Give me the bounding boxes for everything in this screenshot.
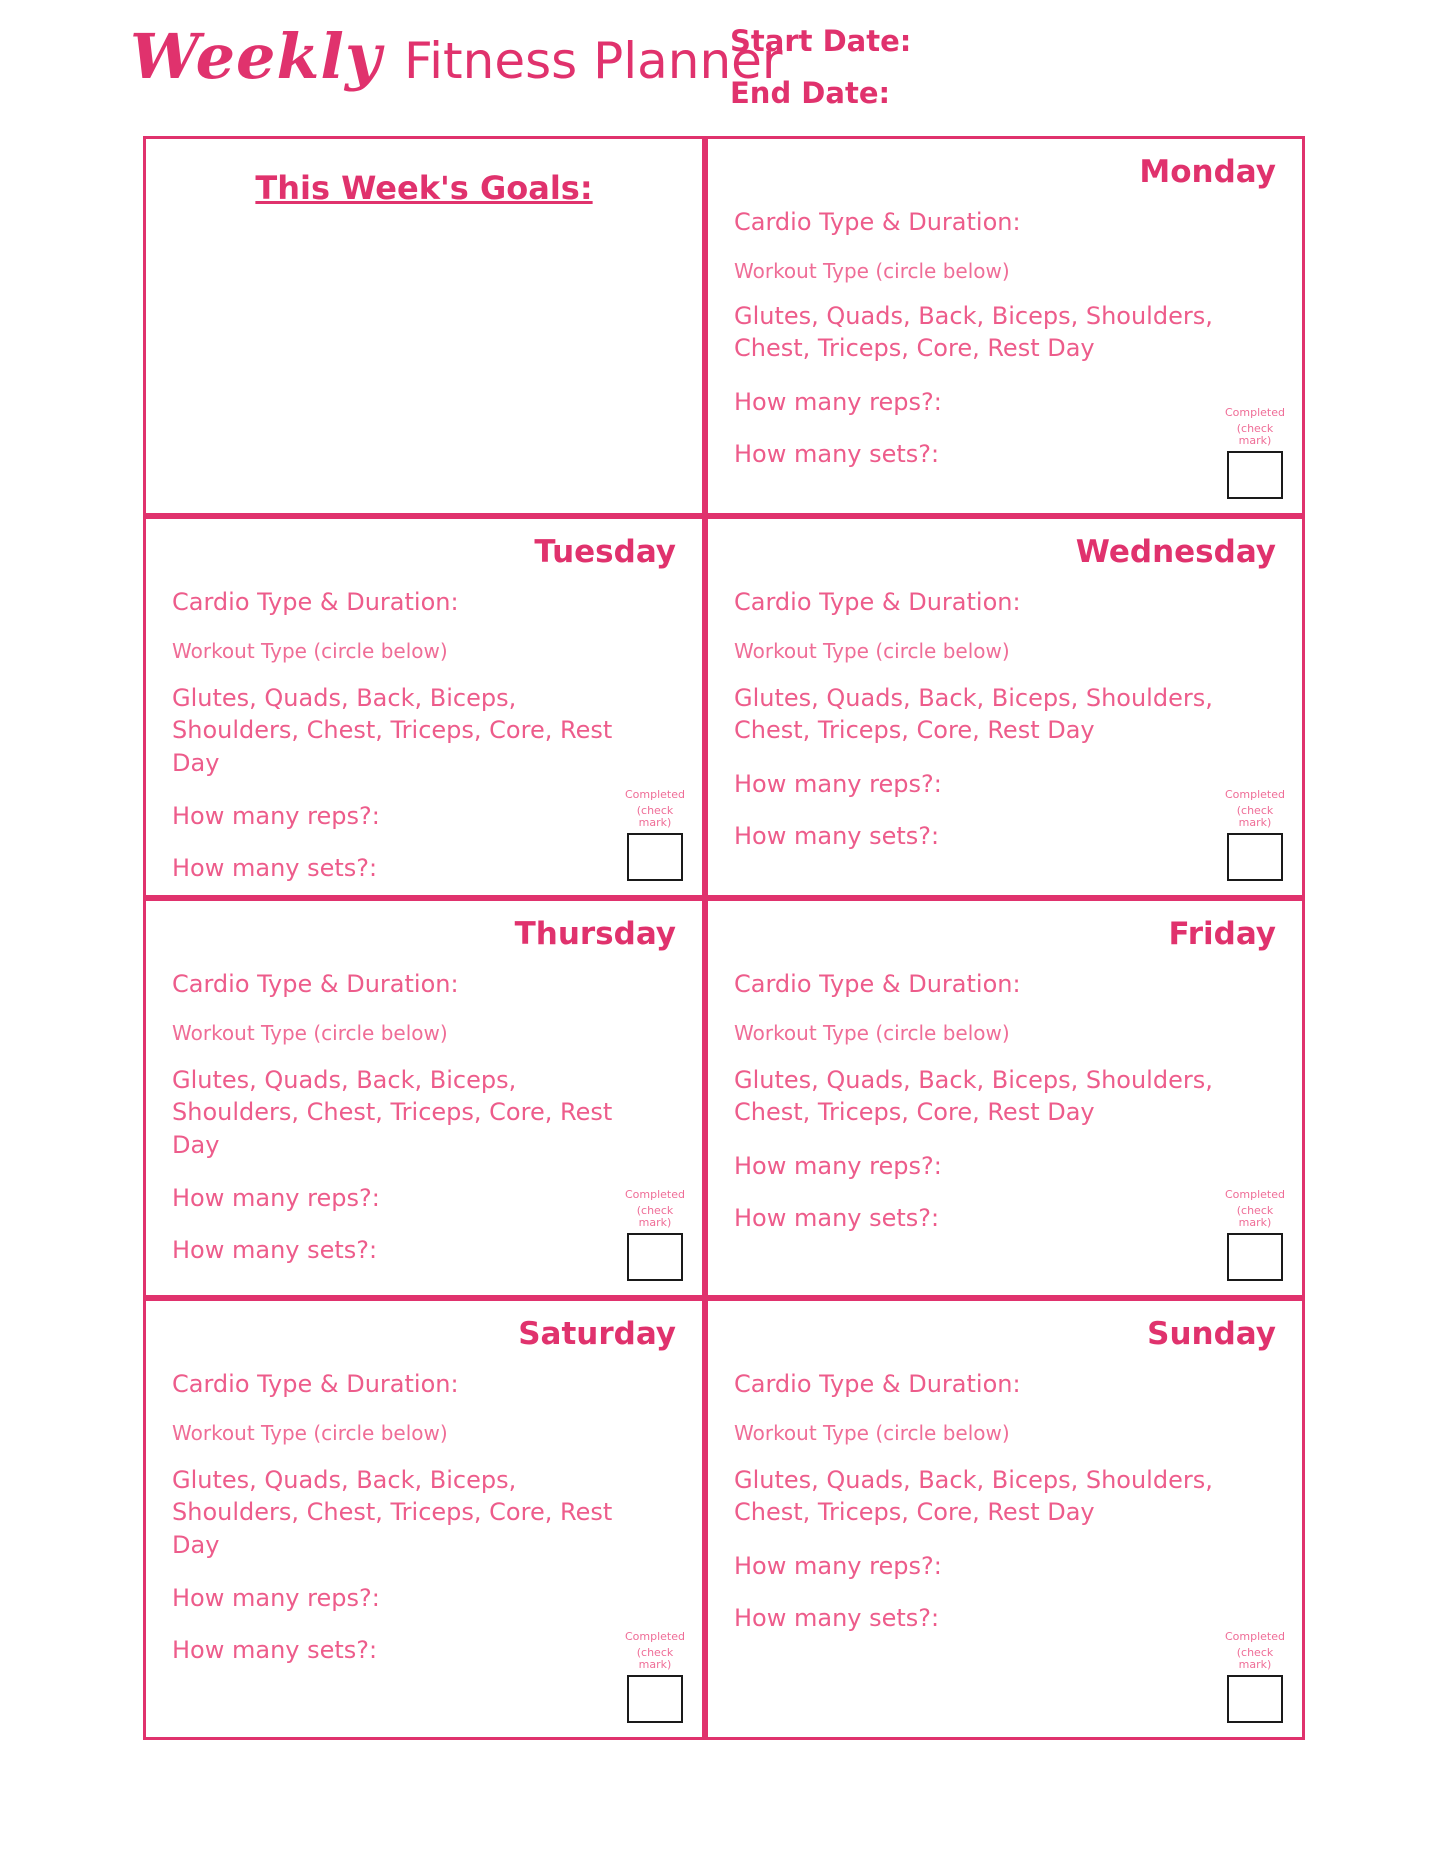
sets-label[interactable]: How many sets?: bbox=[734, 1603, 940, 1632]
completed-label-line2: (check mark) bbox=[1236, 1645, 1274, 1672]
cardio-label[interactable]: Cardio Type & Duration: bbox=[172, 970, 459, 999]
reps-label[interactable]: How many reps?: bbox=[734, 1551, 942, 1580]
sets-label[interactable]: How many sets?: bbox=[172, 1236, 378, 1265]
completed-checkbox[interactable] bbox=[627, 1675, 683, 1723]
sets-label[interactable]: How many sets?: bbox=[172, 1636, 378, 1665]
reps-label[interactable]: How many reps?: bbox=[734, 387, 942, 416]
completed-group bbox=[1222, 407, 1288, 499]
completed-group bbox=[1222, 789, 1288, 881]
sets-label[interactable]: How many sets?: bbox=[734, 439, 940, 468]
workout-type-label: Workout Type (circle below) bbox=[172, 1021, 448, 1046]
day-title: Tuesday bbox=[534, 534, 676, 570]
workout-type-label: Workout Type (circle below) bbox=[734, 259, 1010, 284]
completed-checkbox[interactable] bbox=[1227, 451, 1283, 499]
muscle-options[interactable]: Glutes, Quads, Back, Biceps, Shoulders, Chest, Triceps, Core, Rest Day bbox=[172, 1066, 613, 1159]
planner-grid bbox=[143, 136, 1305, 1740]
page-header bbox=[0, 0, 1445, 128]
cardio-label[interactable]: Cardio Type & Duration: bbox=[734, 970, 1021, 999]
completed-label-line2: (check mark) bbox=[1236, 803, 1274, 830]
completed-label-line1: Completed bbox=[625, 788, 685, 802]
muscle-options[interactable]: Glutes, Quads, Back, Biceps, Shoulders, Chest, Triceps, Core, Rest Day bbox=[734, 684, 1213, 745]
completed-checkbox[interactable] bbox=[1227, 833, 1283, 881]
completed-checkbox[interactable] bbox=[1227, 1675, 1283, 1723]
completed-label-line1: Completed bbox=[625, 1188, 685, 1202]
sets-label[interactable]: How many sets?: bbox=[734, 1203, 940, 1232]
completed-group bbox=[1222, 1631, 1288, 1723]
start-date-label[interactable]: Start Date: bbox=[730, 24, 912, 58]
day-cell-wednesday[interactable] bbox=[705, 516, 1305, 898]
completed-label-line1: Completed bbox=[1225, 406, 1285, 420]
reps-label[interactable]: How many reps?: bbox=[734, 769, 942, 798]
muscle-options[interactable]: Glutes, Quads, Back, Biceps, Shoulders, Chest, Triceps, Core, Rest Day bbox=[172, 684, 613, 777]
reps-label[interactable]: How many reps?: bbox=[172, 1184, 380, 1213]
workout-type-label: Workout Type (circle below) bbox=[734, 639, 1010, 664]
cardio-label[interactable]: Cardio Type & Duration: bbox=[734, 1370, 1021, 1399]
day-cell-sunday[interactable] bbox=[705, 1298, 1305, 1740]
completed-group bbox=[622, 789, 688, 881]
sets-label[interactable]: How many sets?: bbox=[734, 821, 940, 850]
title-script-word: Weekly bbox=[130, 20, 383, 93]
day-title: Friday bbox=[1168, 916, 1276, 952]
completed-label-line2: (check mark) bbox=[1236, 421, 1274, 448]
completed-label-line2: (check mark) bbox=[636, 1203, 674, 1230]
completed-group bbox=[622, 1189, 688, 1281]
muscle-options[interactable]: Glutes, Quads, Back, Biceps, Shoulders, Chest, Triceps, Core, Rest Day bbox=[734, 302, 1213, 363]
completed-label-line1: Completed bbox=[1225, 788, 1285, 802]
workout-type-label: Workout Type (circle below) bbox=[172, 1421, 448, 1446]
completed-label-line1: Completed bbox=[625, 1630, 685, 1644]
muscle-options[interactable]: Glutes, Quads, Back, Biceps, Shoulders, Chest, Triceps, Core, Rest Day bbox=[172, 1466, 613, 1559]
page-title bbox=[130, 20, 783, 93]
goals-title: This Week's Goals: bbox=[255, 169, 593, 207]
reps-label[interactable]: How many reps?: bbox=[172, 1584, 380, 1613]
title-plain-words: Fitness Planner bbox=[404, 32, 783, 90]
muscle-options[interactable]: Glutes, Quads, Back, Biceps, Shoulders, Chest, Triceps, Core, Rest Day bbox=[734, 1066, 1213, 1127]
workout-type-label: Workout Type (circle below) bbox=[172, 639, 448, 664]
end-date-label[interactable]: End Date: bbox=[730, 76, 891, 110]
sets-label[interactable]: How many sets?: bbox=[172, 854, 378, 883]
day-title: Wednesday bbox=[1075, 534, 1276, 570]
day-cell-saturday[interactable] bbox=[143, 1298, 705, 1740]
day-cell-tuesday[interactable] bbox=[143, 516, 705, 898]
completed-label-line1: Completed bbox=[1225, 1188, 1285, 1202]
day-cell-thursday[interactable] bbox=[143, 898, 705, 1298]
cardio-label[interactable]: Cardio Type & Duration: bbox=[172, 1370, 459, 1399]
completed-checkbox[interactable] bbox=[627, 833, 683, 881]
cardio-label[interactable]: Cardio Type & Duration: bbox=[734, 208, 1021, 237]
day-title: Monday bbox=[1139, 154, 1276, 190]
completed-group bbox=[1222, 1189, 1288, 1281]
reps-label[interactable]: How many reps?: bbox=[172, 802, 380, 831]
muscle-options[interactable]: Glutes, Quads, Back, Biceps, Shoulders, Chest, Triceps, Core, Rest Day bbox=[734, 1466, 1213, 1527]
workout-type-label: Workout Type (circle below) bbox=[734, 1421, 1010, 1446]
completed-label-line2: (check mark) bbox=[1236, 1203, 1274, 1230]
cardio-label[interactable]: Cardio Type & Duration: bbox=[734, 588, 1021, 617]
day-cell-monday[interactable] bbox=[705, 136, 1305, 516]
date-fields bbox=[730, 24, 990, 128]
reps-label[interactable]: How many reps?: bbox=[734, 1151, 942, 1180]
completed-label-line1: Completed bbox=[1225, 1630, 1285, 1644]
completed-label-line2: (check mark) bbox=[636, 803, 674, 830]
day-title: Saturday bbox=[518, 1316, 676, 1352]
workout-type-label: Workout Type (circle below) bbox=[734, 1021, 1010, 1046]
day-title: Thursday bbox=[514, 916, 676, 952]
day-cell-friday[interactable] bbox=[705, 898, 1305, 1298]
cardio-label[interactable]: Cardio Type & Duration: bbox=[172, 588, 459, 617]
completed-checkbox[interactable] bbox=[1227, 1233, 1283, 1281]
day-title: Sunday bbox=[1147, 1316, 1276, 1352]
completed-label-line2: (check mark) bbox=[636, 1645, 674, 1672]
completed-group bbox=[622, 1631, 688, 1723]
completed-checkbox[interactable] bbox=[627, 1233, 683, 1281]
goals-cell[interactable] bbox=[143, 136, 705, 516]
